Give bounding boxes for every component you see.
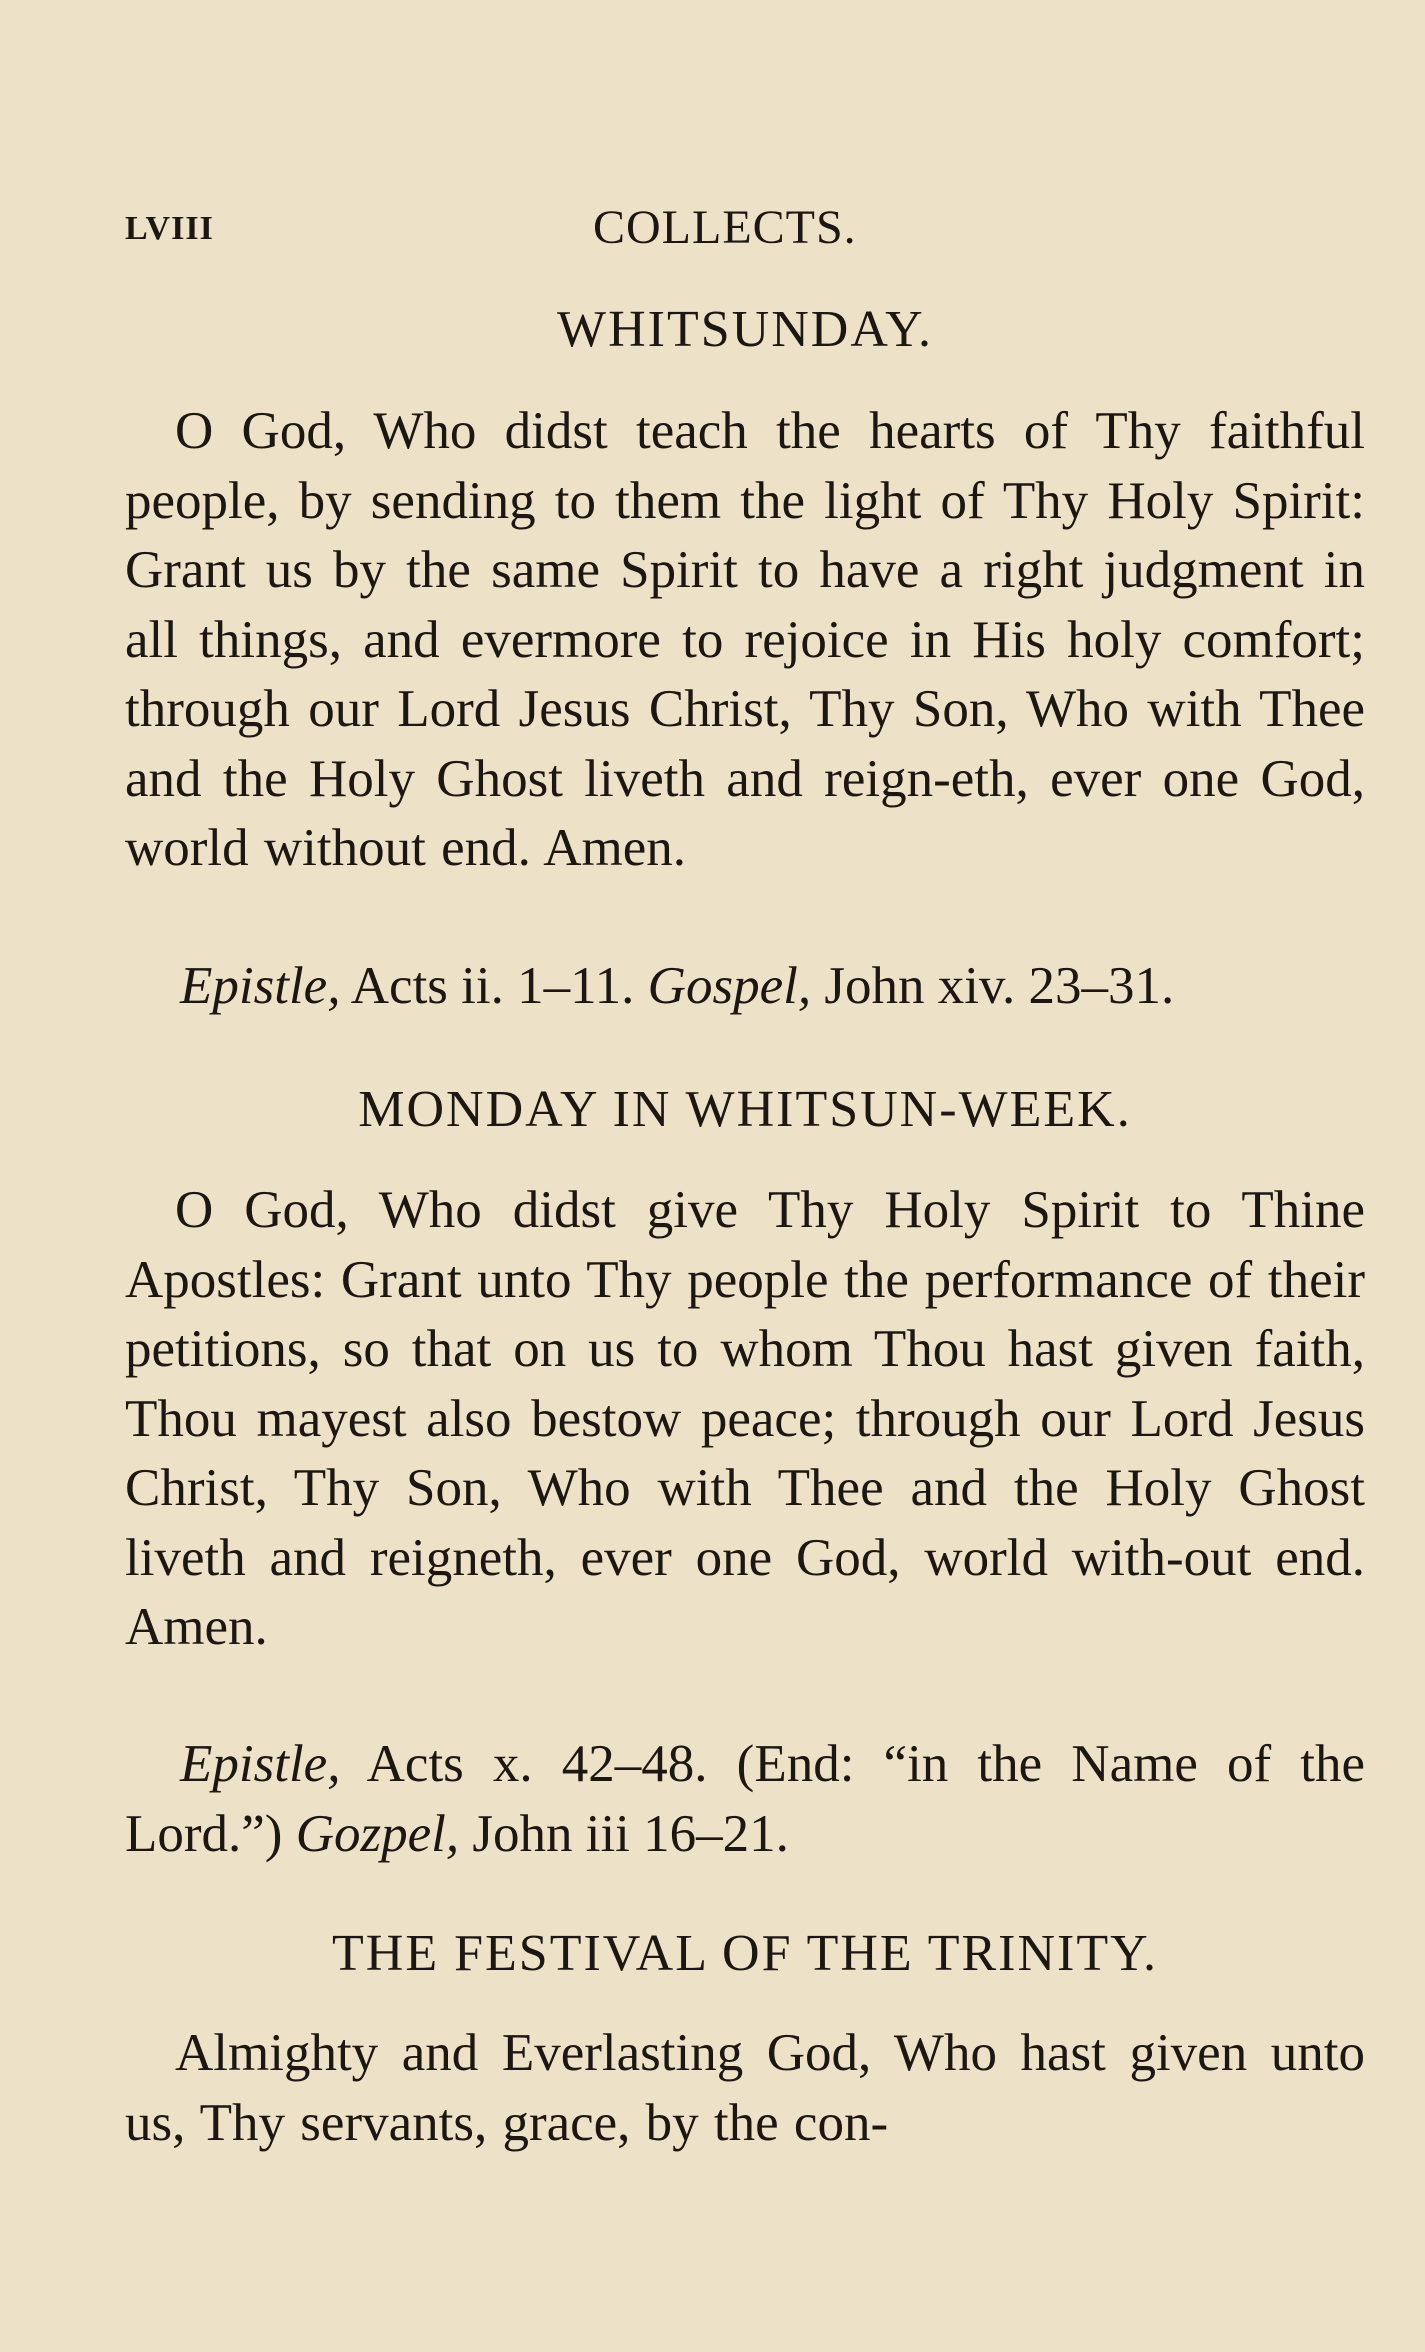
gospel-label: Gospel, (647, 957, 812, 1015)
epistle-reference: Acts x. 42–48. (End: “in the Name of the Lord.”) (125, 1735, 1365, 1863)
running-head (125, 200, 1365, 260)
section-heading-monday-whitsun-week: MONDAY IN WHITSUN-WEEK. (358, 1081, 1132, 1138)
readings-whitsunday (125, 952, 1365, 1022)
epistle-label: Epistle, (180, 1735, 341, 1793)
gospel-reference: John iii 16–21. (472, 1804, 789, 1863)
running-title: COLLECTS. (593, 201, 857, 254)
page-number: LVIII (125, 210, 214, 247)
epistle-label: Epistle, (180, 957, 341, 1015)
readings-monday-whitsun-week (125, 1730, 1365, 1869)
section-heading-festival-of-trinity: THE FESTIVAL OF THE TRINITY. (332, 1925, 1158, 1982)
gospel-label: Gozpel, (295, 1804, 460, 1863)
epistle-reference: Acts ii. 1–11. (350, 957, 635, 1015)
collect-whitsunday: O God, Who didst teach the hearts of Thy faithful people, by sending to them the light of Thy Holy Spirit: Grant us by the same Spirit to have a right judgment in all things, and evermore to rejoice in His holy comfort; through our Lord Jesus Christ, Thy Son, Who with Thee and the Holy Ghost liveth and reign-eth, ever one God, world without end. Amen. (125, 402, 1365, 877)
gospel-reference: John xiv. 23–31. (824, 957, 1175, 1015)
section-heading-whitsunday: WHITSUNDAY. (557, 301, 933, 358)
collect-festival-of-trinity: Almighty and Everlasting God, Who hast given unto us, Thy servants, grace, by the con- (125, 2024, 1365, 2152)
collect-monday-whitsun-week: O God, Who didst give Thy Holy Spirit to Thine Apostles: Grant unto Thy people the performance of their petitions, so that on us to whom Thou hast given faith, Thou mayest also bestow peace; through our Lord Jesus Christ, Thy Son, Who with Thee and the Holy Ghost liveth and reigneth, ever one God, world with-out end. Amen. (125, 1181, 1365, 1656)
